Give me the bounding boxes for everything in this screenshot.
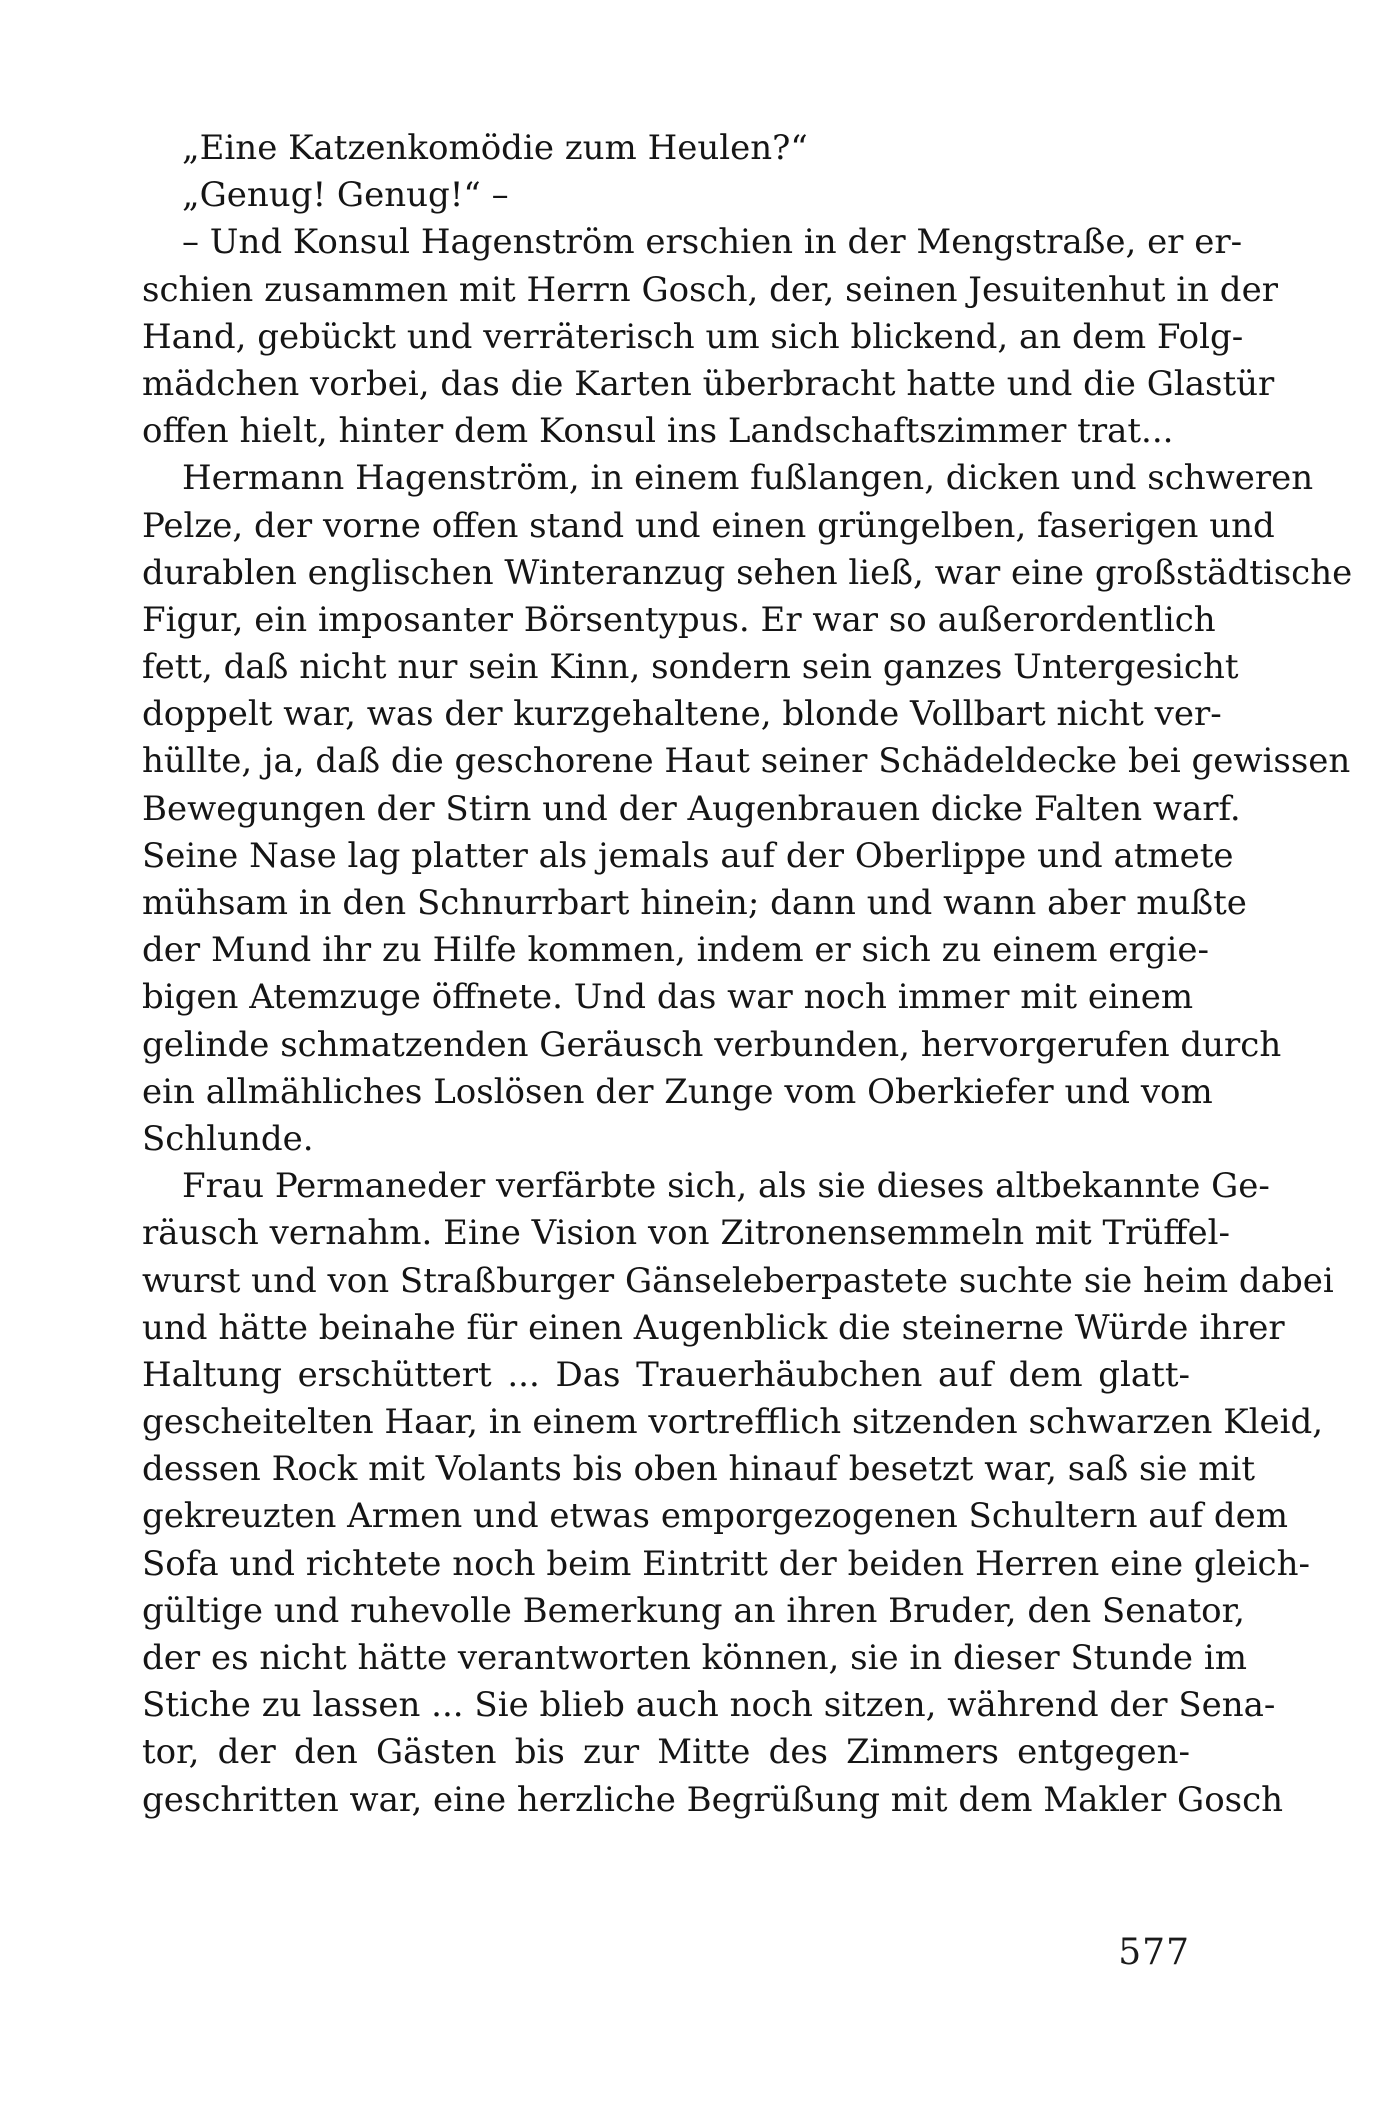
body-text [142,125,1353,1824]
text-line: – Und Konsul Hagenström erschien in der Mengstraße, er er- [182,222,1243,263]
text-line: hüllte, ja, daß die geschorene Haut seiner Schädeldecke bei gewissen [142,741,1351,782]
text-line: gelinde schmatzenden Geräusch verbunden, hervorgerufen durch [142,1024,1282,1065]
text-line: der es nicht hätte verantworten können, sie in dieser Stunde im [142,1638,1247,1678]
text-line: geschritten war, eine herzliche Begrüßung mit dem Makler Gosch [142,1779,1284,1820]
page-number: 577 [1118,1932,1190,1973]
text-line: Figur, ein imposanter Börsentypus. Er war so außerordentlich [142,599,1216,640]
text-line: dessen Rock mit Volants bis oben hinauf besetzt war, saß sie mit [142,1449,1256,1490]
text-line: Sofa und richtete noch beim Eintritt der beiden Herren eine gleich- [142,1543,1310,1584]
text-line: gekreuzten Armen und etwas emporgezogenen Schultern auf dem [142,1496,1288,1537]
text-line: Stiche zu lassen ... Sie blieb auch noch sitzen, während der Sena- [142,1685,1276,1726]
text-line: gescheitelten Haar, in einem vortrefflich sitzenden schwarzen Kleid, [142,1402,1324,1443]
text-line: räusch vernahm. Eine Vision von Zitronensemmeln mit Trüffel- [142,1213,1230,1254]
text-line: Bewegungen der Stirn und der Augenbrauen dicke Falten warf. [142,788,1241,829]
text-line: Schlunde. [142,1118,314,1159]
text-line: fett, daß nicht nur sein Kinn, sondern sein ganzes Untergesicht [142,647,1239,688]
text-line: wurst und von Straßburger Gänseleberpastete suchte sie heim dabei [142,1260,1334,1301]
text-line: gültige und ruhevolle Bemerkung an ihren Bruder, den Senator, [142,1590,1245,1631]
text-line: Pelze, der vorne offen stand und einen grüngelben, faserigen und [142,505,1275,546]
text-line: Frau Permaneder verfärbte sich, als sie dieses altbekannte Ge- [182,1166,1270,1207]
text-line: tor, der den Gästen bis zur Mitte des Zimmers entgegen- [142,1732,1190,1773]
text-line: mädchen vorbei, das die Karten überbracht hatte und die Glastür [142,363,1275,404]
text-line: „Eine Katzenkomödie zum Heulen?“ [182,128,808,168]
text-line: schien zusammen mit Herrn Gosch, der, seinen Jesuitenhut in der [142,269,1278,310]
text-line: mühsam in den Schnurrbart hinein; dann und wann aber mußte [142,883,1247,923]
text-line: „Genug! Genug!“ – [182,175,509,216]
text-line: ein allmähliches Loslösen der Zunge vom Oberkiefer und vom [142,1071,1213,1112]
text-line: Seine Nase lag platter als jemals auf der Oberlippe und atmete [142,835,1234,876]
text-line: offen hielt, hinter dem Konsul ins Landschaftszimmer trat... [142,411,1174,452]
text-line: Hermann Hagenström, in einem fußlangen, dicken und schweren [182,458,1314,499]
text-line: doppelt war, was der kurzgehaltene, blonde Vollbart nicht ver- [142,694,1222,735]
text-line: durablen englischen Winteranzug sehen ließ, war eine großstädtische [142,552,1353,593]
text-line: der Mund ihr zu Hilfe kommen, indem er sich zu einem ergie- [142,930,1209,971]
text-line: bigen Atemzuge öffnete. Und das war noch immer mit einem [142,977,1194,1018]
text-line: und hätte beinahe für einen Augenblick die steinerne Würde ihrer [142,1307,1285,1348]
text-line: Haltung erschüttert ... Das Trauerhäubchen auf dem glatt- [142,1354,1190,1395]
text-line: Hand, gebückt und verräterisch um sich blickend, an dem Folg- [142,316,1244,357]
